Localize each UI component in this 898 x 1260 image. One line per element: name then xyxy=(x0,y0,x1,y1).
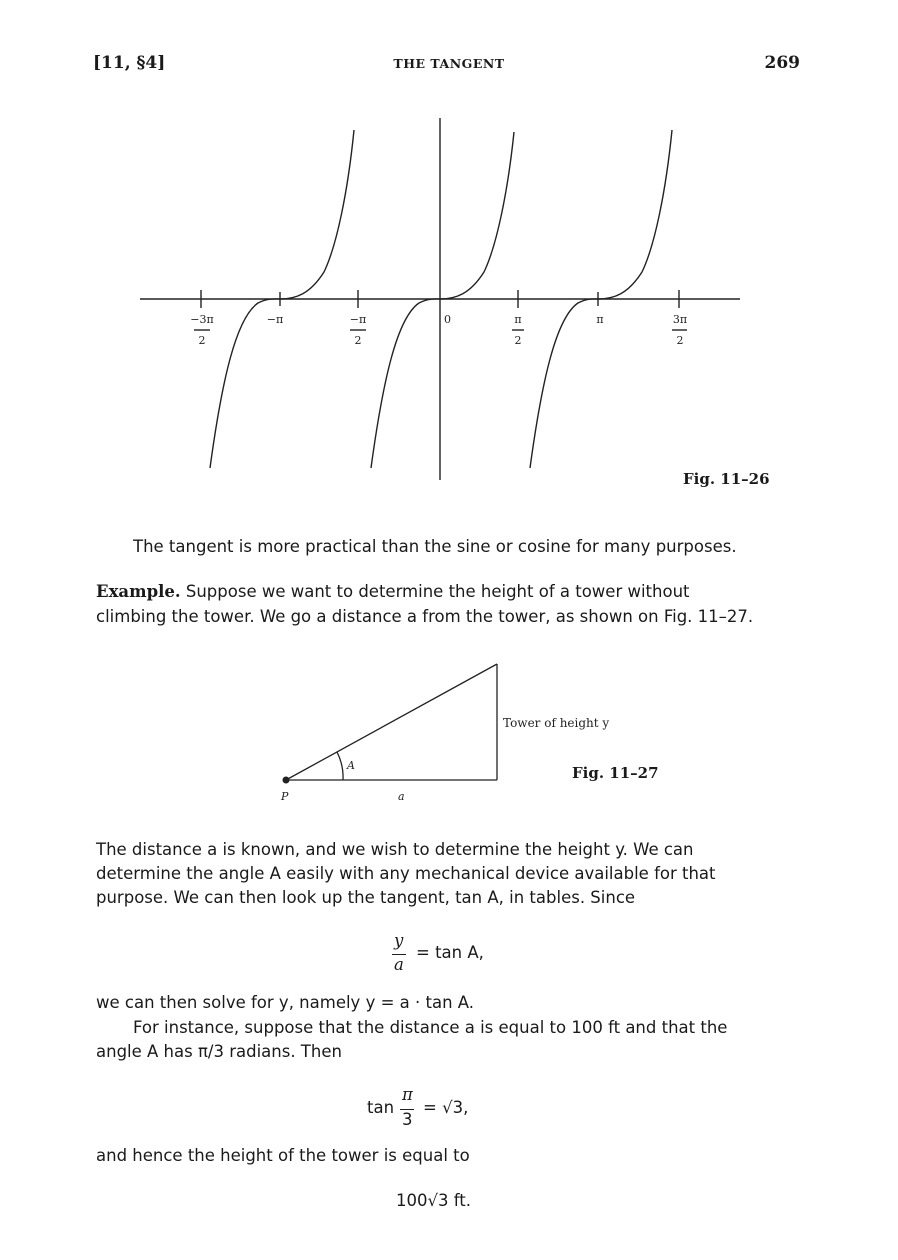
example-line-2: climbing the tower. We go a distance a from the tower, as shown on Fig. 11–27. xyxy=(96,607,754,626)
paragraph-4-line-1: For instance, suppose that the distance a is equal to 100 ft and that the xyxy=(133,1018,728,1037)
example-line-1-text: Suppose we want to determine the height of a tower without xyxy=(185,582,690,601)
tick-label-neg-pi: −π xyxy=(266,313,284,326)
paragraph-2-line-3: purpose. We can then look up the tangent, tan A, in tables. Since xyxy=(96,888,636,907)
figure-caption-11-27: Fig. 11–27 xyxy=(572,764,659,782)
eq2-denominator: 3 xyxy=(402,1110,413,1129)
example-label: Example. xyxy=(96,582,181,601)
point-p-marker xyxy=(283,777,290,784)
equation-tan-pi-3 xyxy=(367,1082,507,1136)
paragraph-2-line-2: determine the angle A easily with any mechanical device available for that xyxy=(96,864,716,883)
paragraph-5: and hence the height of the tower is equal to xyxy=(96,1146,470,1165)
eq1-rhs: = tan A, xyxy=(416,943,484,962)
page-number: 269 xyxy=(764,53,800,73)
equation-result: 100√3 ft. xyxy=(396,1191,471,1210)
tick-label-3pi-2-den: 2 xyxy=(676,334,684,347)
section-reference: [11, §4] xyxy=(93,53,166,73)
tick-label-pi-2-den: 2 xyxy=(514,334,522,347)
tick-label-pi-2-num: π xyxy=(514,313,522,326)
paragraph-3: we can then solve for y, namely y = a · tan A. xyxy=(96,993,475,1012)
tick-label-neg-pi-2-num: −π xyxy=(349,313,367,326)
paragraph-intro: The tangent is more practical than the sine or cosine for many purposes. xyxy=(133,537,737,556)
paragraph-2-line-1: The distance a is known, and we wish to determine the height y. We can xyxy=(96,840,694,859)
tick-label-zero: 0 xyxy=(444,313,451,326)
tick-label-neg-pi-2-den: 2 xyxy=(354,334,362,347)
equation-y-over-a xyxy=(392,928,512,978)
tower-label: Tower of height y xyxy=(503,716,610,730)
hypotenuse xyxy=(286,664,497,780)
figure-caption-11-26: Fig. 11–26 xyxy=(683,470,770,488)
point-label: P xyxy=(281,790,289,803)
tick-label-neg-3pi-2-num: −3π xyxy=(190,313,214,326)
running-title: THE TANGENT xyxy=(393,56,505,71)
tick-label-3pi-2-num: 3π xyxy=(672,313,688,326)
eq2-rhs: = √3, xyxy=(423,1098,469,1117)
eq2-lhs: tan xyxy=(367,1098,395,1117)
angle-arc xyxy=(337,752,343,780)
eq1-numerator: y xyxy=(394,931,404,950)
angle-label: A xyxy=(347,759,355,772)
base-label: a xyxy=(398,790,405,803)
eq2-numerator: π xyxy=(402,1085,413,1104)
eq1-denominator: a xyxy=(394,955,404,974)
tick-label-neg-3pi-2-den: 2 xyxy=(198,334,206,347)
paragraph-4-line-2: angle A has π/3 radians. Then xyxy=(96,1042,342,1061)
tick-label-pi: π xyxy=(596,313,604,326)
